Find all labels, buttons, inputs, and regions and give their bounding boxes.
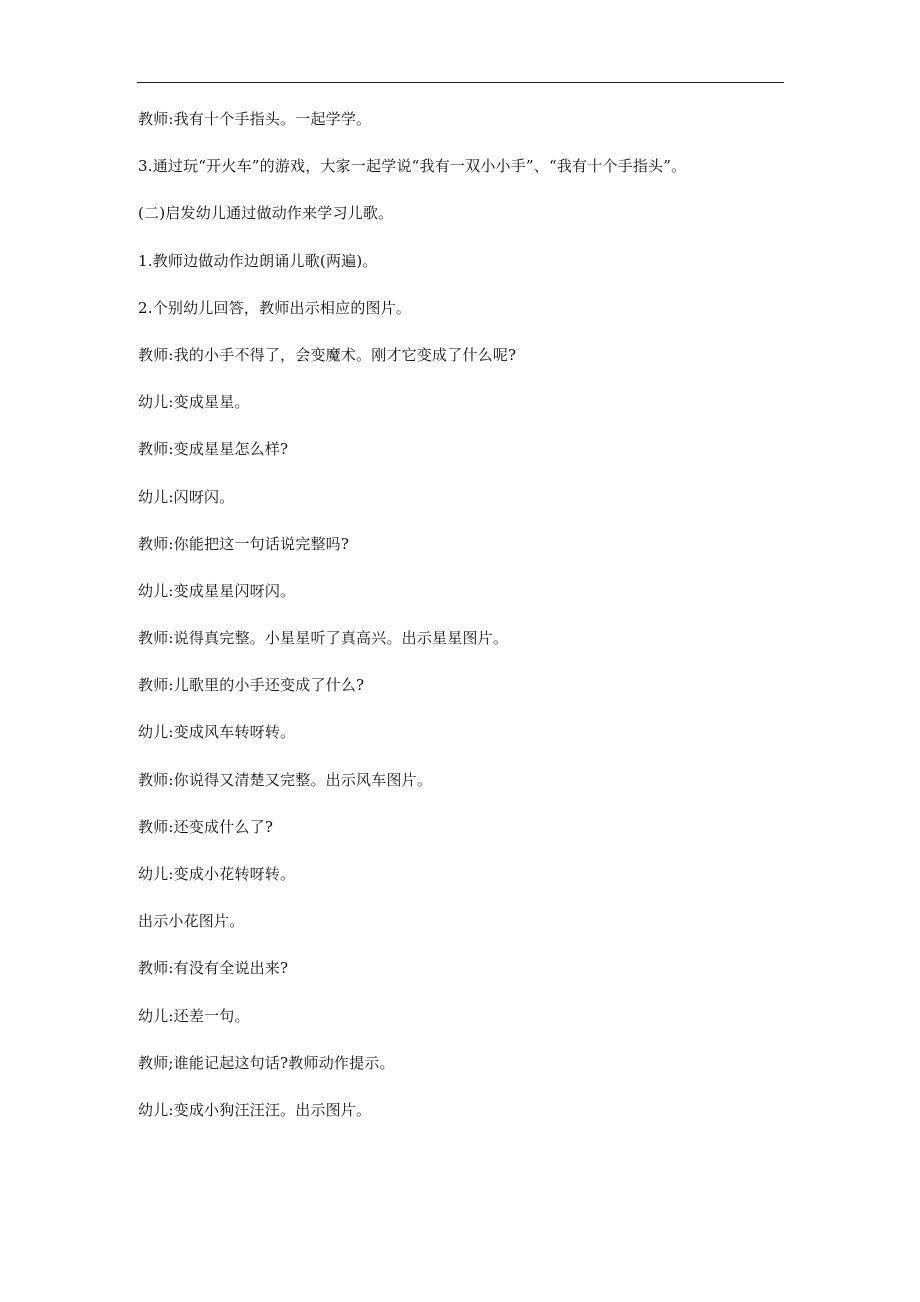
paragraph: 2.个别幼儿回答，教师出示相应的图片。 [138,298,412,317]
dialogue-line: 教师;谁能记起这句话?教师动作提示。 [138,1053,395,1072]
dialogue-line: 教师:我的小手不得了，会变魔术。刚才它变成了什么呢? [138,345,517,364]
dialogue-line: 教师:变成星星怎么样? [138,440,289,459]
dialogue-line: 教师:儿歌里的小手还变成了什么? [138,676,365,695]
dialogue-line: 幼儿:变成星星。 [138,393,250,412]
dialogue-line: 幼儿:闪呀闪。 [138,487,235,506]
dialogue-line: 幼儿:变成风车转呀转。 [138,723,296,742]
paragraph: 教师:我有十个手指头。一起学学。 [138,110,372,128]
section-heading: (二)启发幼儿通过做动作来学习儿歌。 [138,204,394,223]
paragraph: 3.通过玩“开火车”的游戏，大家一起学说“我有一双小小手”、“我有十个手指头”。 [138,157,687,176]
dialogue-line: 教师:你能把这一句话说完整吗? [138,534,350,553]
dialogue-line: 幼儿:变成小花转呀转。 [138,865,296,883]
dialogue-line: 幼儿:变成小狗汪汪汪。出示图片。 [138,1100,372,1119]
dialogue-line: 教师:你说得又清楚又完整。出示风车图片。 [138,770,433,789]
paragraph: 1.教师边做动作边朗诵儿歌(两遍)。 [138,251,378,270]
dialogue-line: 教师:还变成什么了? [138,817,274,836]
paragraph: 出示小花图片。 [138,912,245,931]
dialogue-line: 幼儿:还差一句。 [138,1006,250,1025]
document-body [138,110,788,1148]
dialogue-line: 教师:有没有全说出来? [138,959,289,978]
dialogue-line: 幼儿:变成星星闪呀闪。 [138,581,296,600]
dialogue-line: 教师:说得真完整。小星星听了真高兴。出示星星图片。 [138,629,509,648]
header-rule [137,82,784,83]
